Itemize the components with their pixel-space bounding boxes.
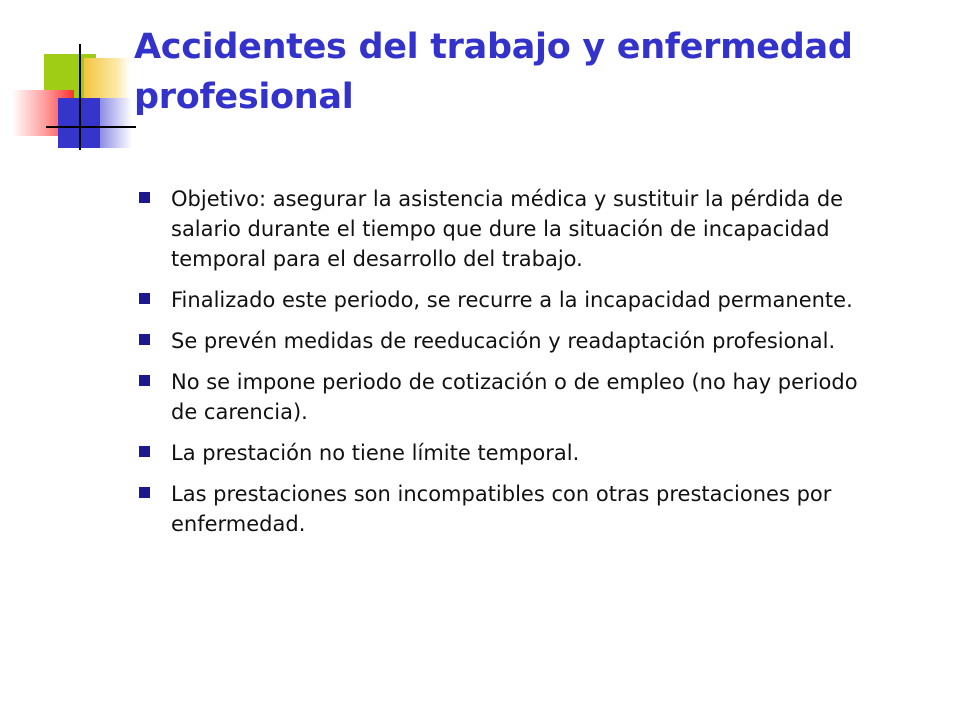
bullet-item: [138, 326, 878, 356]
bullet-list: [138, 184, 878, 550]
logo-horizontal-line: [46, 126, 136, 128]
square-bullet-icon: [139, 334, 150, 345]
square-bullet-icon: [139, 487, 150, 498]
logo-blue-fade: [100, 98, 132, 148]
bullet-text: Se prevén medidas de reeducación y readaptación profesional.: [171, 329, 836, 353]
bullet-text: No se impone periodo de cotización o de empleo (no hay periodo de carencia).: [171, 370, 858, 424]
square-bullet-icon: [139, 293, 150, 304]
bullet-item: [138, 184, 878, 274]
bullet-text: Las prestaciones son incompatibles con otras prestaciones por enfermedad.: [171, 482, 832, 536]
square-bullet-icon: [139, 192, 150, 203]
bullet-item: [138, 479, 878, 539]
slide-title: Accidentes del trabajo y enfermedad profesional: [134, 27, 853, 117]
bullet-item: [138, 367, 878, 427]
square-bullet-icon: [139, 375, 150, 386]
bullet-text: La prestación no tiene límite temporal.: [171, 441, 580, 465]
bullet-text: Objetivo: asegurar la asistencia médica y sustituir la pérdida de salario durante el tiempo que dure la situación de incapacidad temporal para el desarrollo del trabajo.: [171, 187, 844, 271]
bullet-item: [138, 285, 878, 315]
logo-vertical-line: [79, 44, 81, 150]
square-bullet-icon: [139, 446, 150, 457]
bullet-text: Finalizado este periodo, se recurre a la incapacidad permanente.: [171, 288, 853, 312]
decorative-squares-logo: [0, 0, 140, 160]
bullet-item: [138, 438, 878, 468]
